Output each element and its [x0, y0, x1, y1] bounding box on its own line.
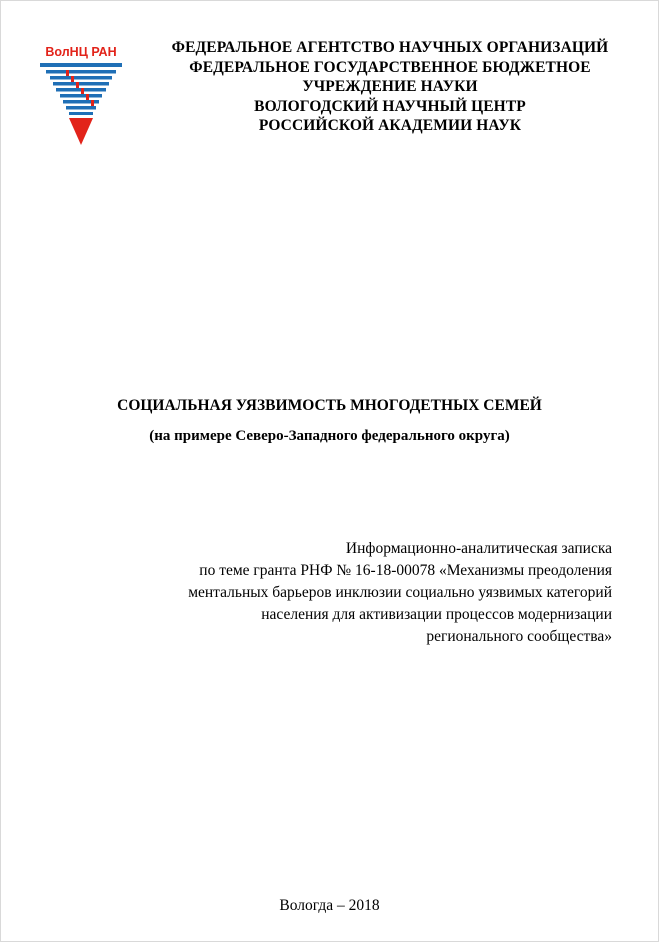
note-line: по теме гранта РНФ № 16-18-00078 «Механизмы преодоления [199, 562, 612, 579]
header-line: ФЕДЕРАЛЬНОЕ АГЕНТСТВО НАУЧНЫХ ОРГАНИЗАЦИЙ [171, 39, 609, 56]
organization-header [140, 38, 640, 136]
city-year: Вологда – 2018 [279, 897, 380, 914]
document-subtitle: (на примере Северо-Западного федерального округа) [149, 428, 510, 444]
header-line: РОССИЙСКОЙ АКАДЕМИИ НАУК [258, 117, 522, 134]
header-line: УЧРЕЖДЕНИЕ НАУКИ [302, 78, 478, 95]
header-line: ВОЛОГОДСКИЙ НАУЧНЫЙ ЦЕНТР [254, 97, 526, 115]
note-line: ментальных барьеров инклюзии социально уязвимых категорий [188, 584, 612, 601]
note-line: населения для активизации процессов модернизации [261, 606, 612, 623]
volnc-ran-logo [36, 44, 126, 148]
note-line: регионального сообщества» [426, 628, 612, 645]
document-title: СОЦИАЛЬНАЯ УЯЗВИМОСТЬ МНОГОДЕТНЫХ СЕМЕЙ [117, 397, 542, 414]
header-line: ФЕДЕРАЛЬНОЕ ГОСУДАРСТВЕННОЕ БЮДЖЕТНОЕ [189, 58, 591, 76]
logo-text: ВолНЦ РАН [45, 45, 117, 59]
note-line: Информационно-аналитическая записка [345, 540, 612, 557]
grant-note [92, 538, 612, 648]
